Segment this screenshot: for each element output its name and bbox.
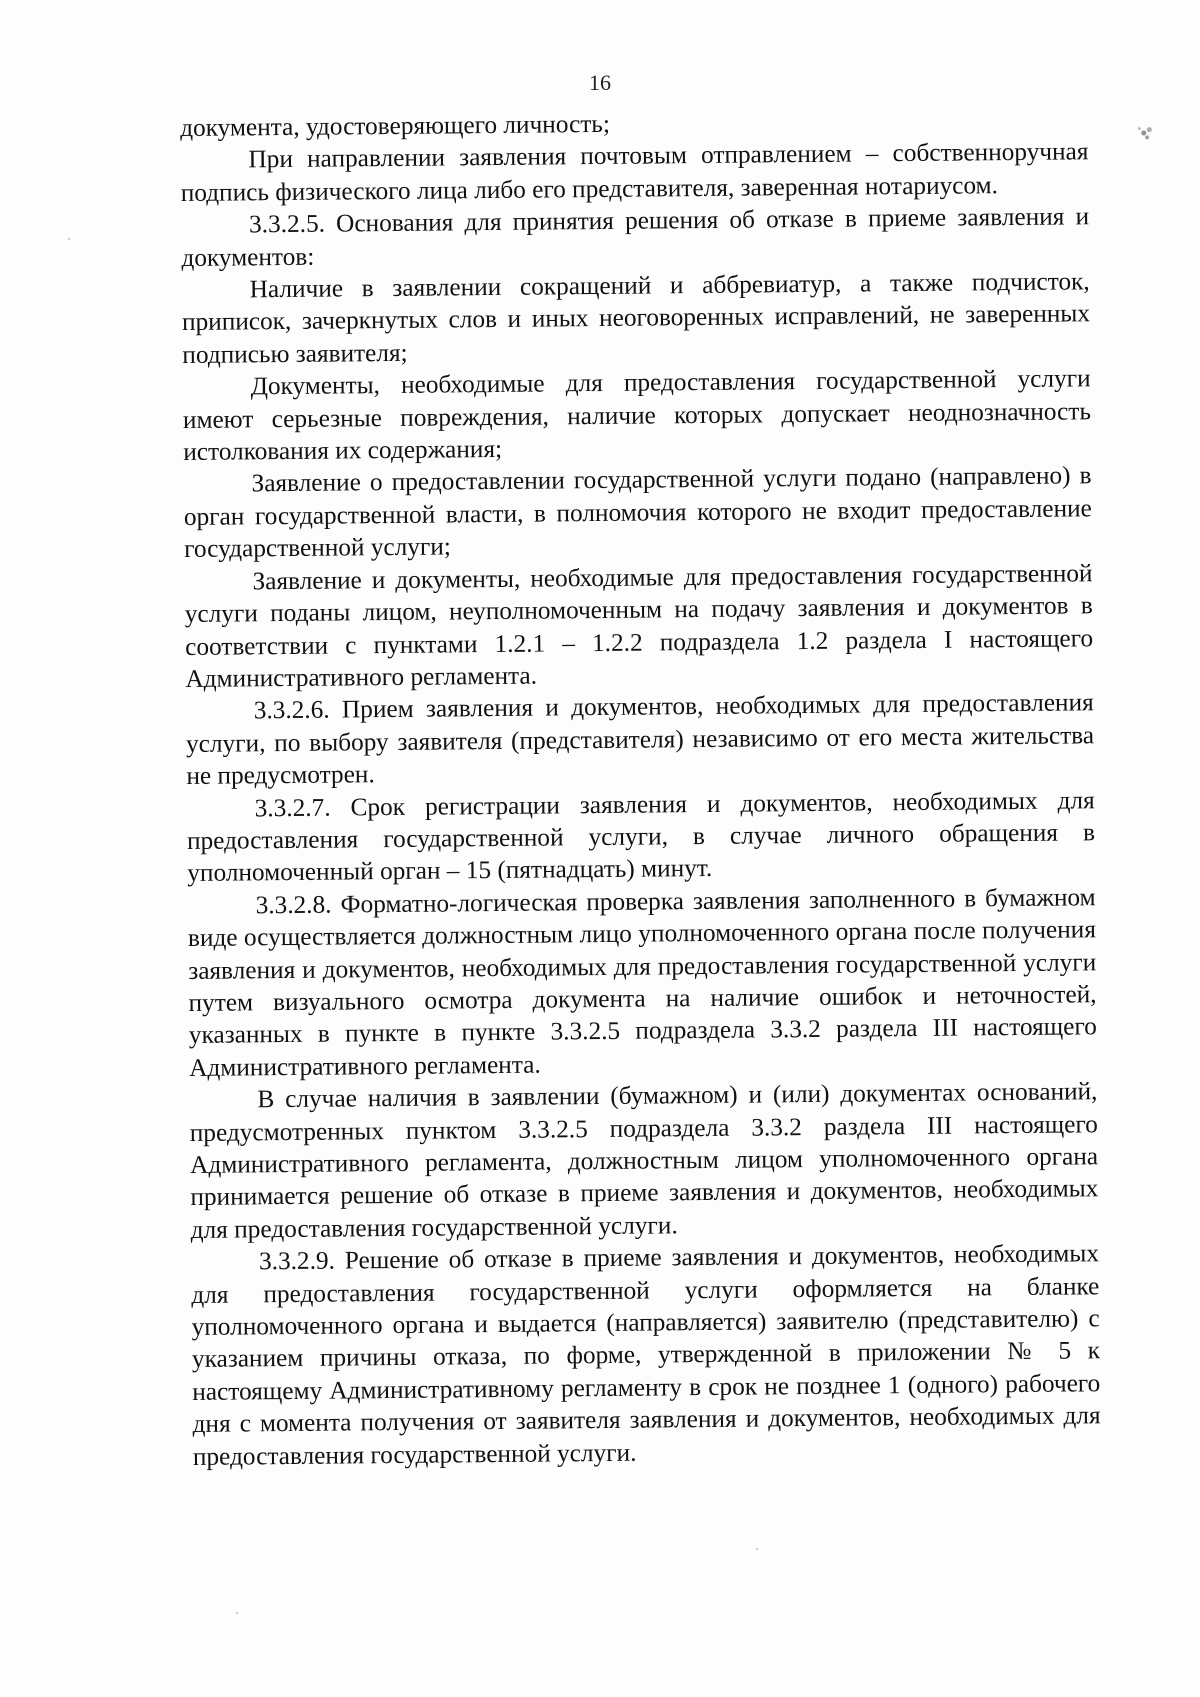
paragraph-3-3-2-6: 3.3.2.6. Прием заявления и документов, необходимых для предоставления услуги, по выбору заявителя (представителя) независимо от его места жительства не предусмотрен.	[185, 688, 1095, 791]
scan-artifact	[1135, 122, 1157, 144]
paragraph-damaged-documents: Документы, необходимые для предоставления государственной услуги имеют серьезные повреждения, наличие которых допускает неоднозначность истолкования их содержания;	[182, 364, 1092, 467]
page-number: 16	[589, 70, 611, 95]
scan-dot	[236, 1612, 238, 1614]
paragraph-3-3-2-8: 3.3.2.8. Форматно-логическая проверка заявления заполненного в бумажном виде осуществляется должностным лицо уполномоченного органа после получения заявления и документов, необходимых для предоставления государственной услуги путем визуального осмотра документа на наличие ошибок и неточностей, указанных в пункте в пункте 3.3.2.5 подраздела 3.3.2 раздела III настоящего Административного регламента.	[187, 882, 1097, 1082]
paragraph-abbreviations: Наличие в заявлении сокращений и аббревиатур, а также подчисток, приписок, зачеркнутых слов и иных неоговоренных исправлений, не заверенных подписью заявителя;	[181, 267, 1091, 369]
scan-dot	[756, 1548, 758, 1550]
paragraph-identity-document: документа, удостоверяющего личность;	[180, 109, 611, 142]
paragraph-3-3-2-7: 3.3.2.7. Срок регистрации заявления и документов, необходимых для предоставления государственной услуги, в случае личного обращения в уполномоченный орган – 15 (пятнадцать) минут.	[186, 785, 1096, 888]
scan-dot	[68, 238, 70, 240]
paragraph-3-3-2-9: 3.3.2.9. Решение об отказе в приеме заявления и документов, необходимых для предоставления государственной услуги оформляется на бланке уполномоченного органа и выдается (направляется) заявителю (представителю) с указанием причины отказа, по форме, утвержденной в приложении № 5 к настоящему Административному регламенту в срок не позднее 1 (одного) рабочего дня с момента получения от заявителя заявления и документов, необходимых для предоставления государственной услуги.	[191, 1239, 1101, 1471]
paragraph-refusal-decision: В случае наличия в заявлении (бумажном) и (или) документах оснований, предусмотренных пунктом 3.3.2.5 подраздела 3.3.2 раздела III настоящего Административного регламента, должностным лицом уполномоченного органа принимается решение об отказе в приеме заявления и документов, необходимых для предоставления государственной услуги.	[189, 1077, 1099, 1244]
paragraph-3-3-2-5: 3.3.2.5. Основания для принятия решения об отказе в приеме заявления и документов:	[181, 202, 1090, 272]
paragraph-unauthorized-person: Заявление и документы, необходимые для предоставления государственной услуги поданы лицом, неуполномоченным на подачу заявления и документов в соответствии с пунктами 1.2.1 – 1.2.2 подраздела 1.2 раздела I настоящего Административного регламента.	[184, 558, 1094, 693]
document-body	[180, 103, 1101, 1473]
paragraph-postal-submission: При направлении заявления почтовым отправлением – собственноручная подпись физического лица либо его представителя, заверенная нотариусом.	[180, 137, 1089, 207]
paragraph-wrong-authority: Заявление о предоставлении государственной услуги подано (направлено) в орган государственной власти, в полномочия которого не входит предоставление государственной услуги;	[183, 461, 1092, 564]
